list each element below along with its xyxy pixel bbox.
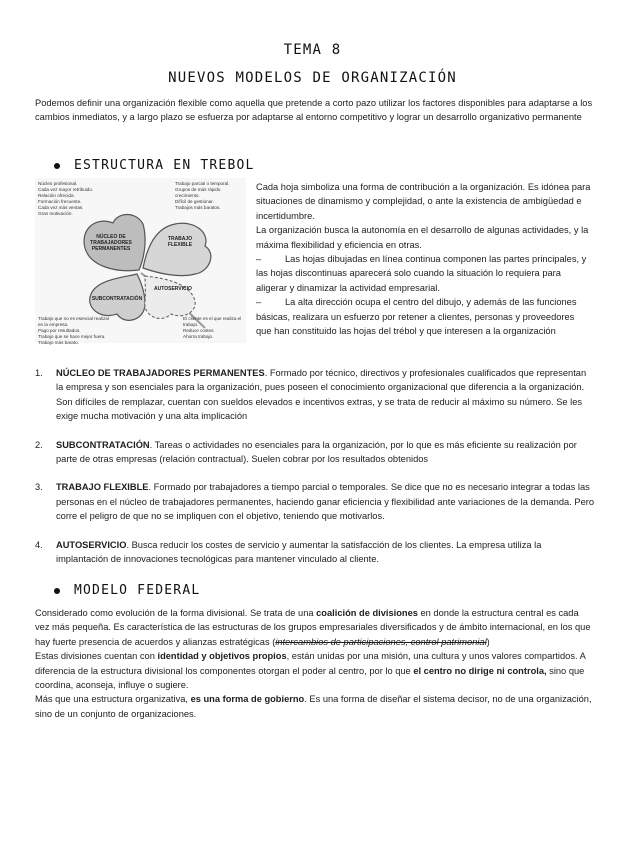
figure-list-flexible [175,181,245,211]
figure-list-item: Trabajo parcial o temporal. [175,181,230,186]
figure-list-item: Ahorra trabajo. [183,334,214,339]
figure-list-subcontracting [38,316,110,346]
figure-list-item: Trabajo más barato. [38,340,79,345]
text-run: ) [486,636,490,647]
trebol-description [256,180,591,338]
label-self-service: AUTOSERVICIO [154,286,192,292]
shamrock-diagram [35,178,246,343]
dash-item [256,252,591,295]
bold-run: identidad y objetivos propios [157,651,287,662]
figure-list-item: Trabajo que se hace mejor fuera. [38,334,106,339]
label-flexible: TRABAJO FLEXIBLE [167,236,193,248]
label-subcontracting: SUBCONTRATACIÓN [91,296,143,302]
list-item-term: TRABAJO FLEXIBLE [56,482,149,493]
topic-title: TEMA 8 [283,42,342,58]
list-item-number: 2. [35,439,43,450]
list-item-number: 1. [35,368,43,378]
figure-list-item: Relación ofrecida. [38,193,75,198]
side-paragraph: La organización busca la autonomía en el desarrollo de algunas actividades, y la máxima flexibilidad y eficiencia en otras. [256,225,589,250]
figure-list-item: Gran motivación. [38,211,73,216]
figure-list-item: Difícil de gestionar. [175,199,214,204]
figure-list-core [38,181,108,217]
numbered-list [35,366,595,566]
list-item-text: . Formado por trabajadores a tiempo parcial o temporales. Se dice que no es necesario integrar a todas las personas en el núcleo de trabajadores permanentes, haciendo ganar eficiencia y flexibilidad ante variaciones de la demanda. Pero corre el peligro de que no se impliquen con el objetivo, teniendo que motivarlos. [56,482,595,522]
text-run: Más que una estructura organizativa, [35,694,191,705]
dash-marker: – [256,254,262,265]
figure-list-item: Trabajos más baratos. [175,205,221,210]
list-item-number: 4. [35,539,43,550]
list-item [35,366,595,424]
federal-text [35,606,595,721]
figure-list-item: Reduce costes. [183,328,215,333]
list-item [35,538,595,567]
dash-item [256,295,591,338]
federal-paragraph [35,606,595,649]
dash-item-text: La alta dirección ocupa el centro del dibujo, y además de las funciones básicas, realizara un esfuerzo por retener a clientes, personas y proveedores que han constituido las hojas del trébol y que interesen a la organización [256,297,577,337]
figure-list-item: Cada vez más ventas. [38,205,84,210]
bold-run: el centro no dirige ni controla, [413,665,547,676]
intro-paragraph: Podemos definir una organización flexible como aquella que pretende a corto pazo utilizar los factores disponibles para adaptarse a los cambios inmediatos, y a largo plazo se esfuerza por adaptarse al entorno competitivo y lograr un desarrollo organizativo permanente [35,98,593,123]
list-item [35,480,595,523]
text-run: sino que coordina, aconseja, influye o sugiere. [35,665,585,691]
list-item-text: . Tareas o actividades no esenciales para la organización, por lo que es más eficiente su realización por parte de otras empresas (relación contractual). Suelen cobrar por los resultados obtenidos [56,439,577,465]
bold-run: coalición de divisiones [316,608,418,618]
section-heading-federal [54,583,200,598]
figure-list-item: Grupos de más rápido crecimiento. [175,187,221,198]
text-run: Estas divisiones cuentan con [35,651,158,662]
text-run: en donde la estructura central es cada vez más pequeña. Es característica de las estructuras de los grupos empresariales diversificados y de ámbito internacional, en los que hay fuerte presencia de acuerdos y alianzas estratégicas ( [35,608,591,647]
section-heading-trebol [54,158,255,173]
federal-paragraph [35,692,595,721]
label-core: NÚCLEO DE TRABAJADORES PERMANENTES [90,234,132,252]
figure-list-item: Pago por resultados. [38,328,81,333]
figure-list-item: Cada vez mayor retribuido. [38,187,94,192]
figure-list-item: Trabajo que no es esencial realizar en la empresa. [38,316,110,327]
side-paragraph: Cada hoja simboliza una forma de contribución a la organización. Es idónea para situaciones de dinamismo y complejidad, o ante la existencia de ambigüedad e incertidumbre. [256,182,591,221]
figure-list-item: Núcleo profesional. [38,181,78,186]
struck-run: intercambios de participaciones, control patrimonial [275,636,487,647]
list-item-text: . Busca reducir los costes de servicio y aumentar la satisfacción de los clientes. La empresa utiliza la implantación de innovaciones tecnológicas para mantener vinculado al cliente. [56,539,542,565]
list-item-text: . Formado por técnico, directivos y profesionales cualificados que representan la empresa y son esenciales para la organización, pues poseen el conocimiento organizacional que diferencia a la organización. Son difíciles de remplazar, cuentan con sueldos elevados e incentivos extras, y se trata de reducir al máximo su número. Se les exige mucha motivación y una alta implicación [56,368,587,422]
section-heading-text: ESTRUCTURA EN TREBOL [74,158,255,173]
text-run: , están unidas por una misión, una cultura y unos valores compartidos. A diferencia de la estructura divisional los componentes otorgan el poder al centro, por lo que [35,651,586,676]
list-item-term: AUTOSERVICIO [56,539,127,550]
dash-item-text: Las hojas dibujadas en línea continua componen las partes principales, y las hojas discontinuas aparecerá solo cuando la situación lo requiera para aligerar y dinamizar la actividad empresarial. [256,254,587,293]
bold-run: es una forma de gobierno [190,694,305,705]
bullet-icon [54,163,60,169]
text-run: . Es una forma de diseñar el sistema decisor, no de una organización, sino de un conjunto de organizaciones. [35,694,592,719]
figure-list-item: El cliente es el que realiza el trabajo. [183,316,242,327]
figure-list-item: Formación frecuente. [38,199,82,204]
list-item [35,438,595,467]
list-item-number: 3. [35,482,43,493]
dash-marker: – [256,297,262,308]
page-title: NUEVOS MODELOS DE ORGANIZACIÓN [168,70,457,86]
text-run: Considerado como evolución de la forma divisional. Se trata de una [35,608,317,618]
figure-list-self-service [183,316,245,340]
federal-paragraph [35,649,595,692]
list-item-term: NÚCLEO DE TRABAJADORES PERMANENTES [56,368,265,378]
section-heading-text: MODELO FEDERAL [74,583,201,598]
bullet-icon [54,588,60,594]
list-item-term: SUBCONTRATACIÓN [56,439,150,450]
